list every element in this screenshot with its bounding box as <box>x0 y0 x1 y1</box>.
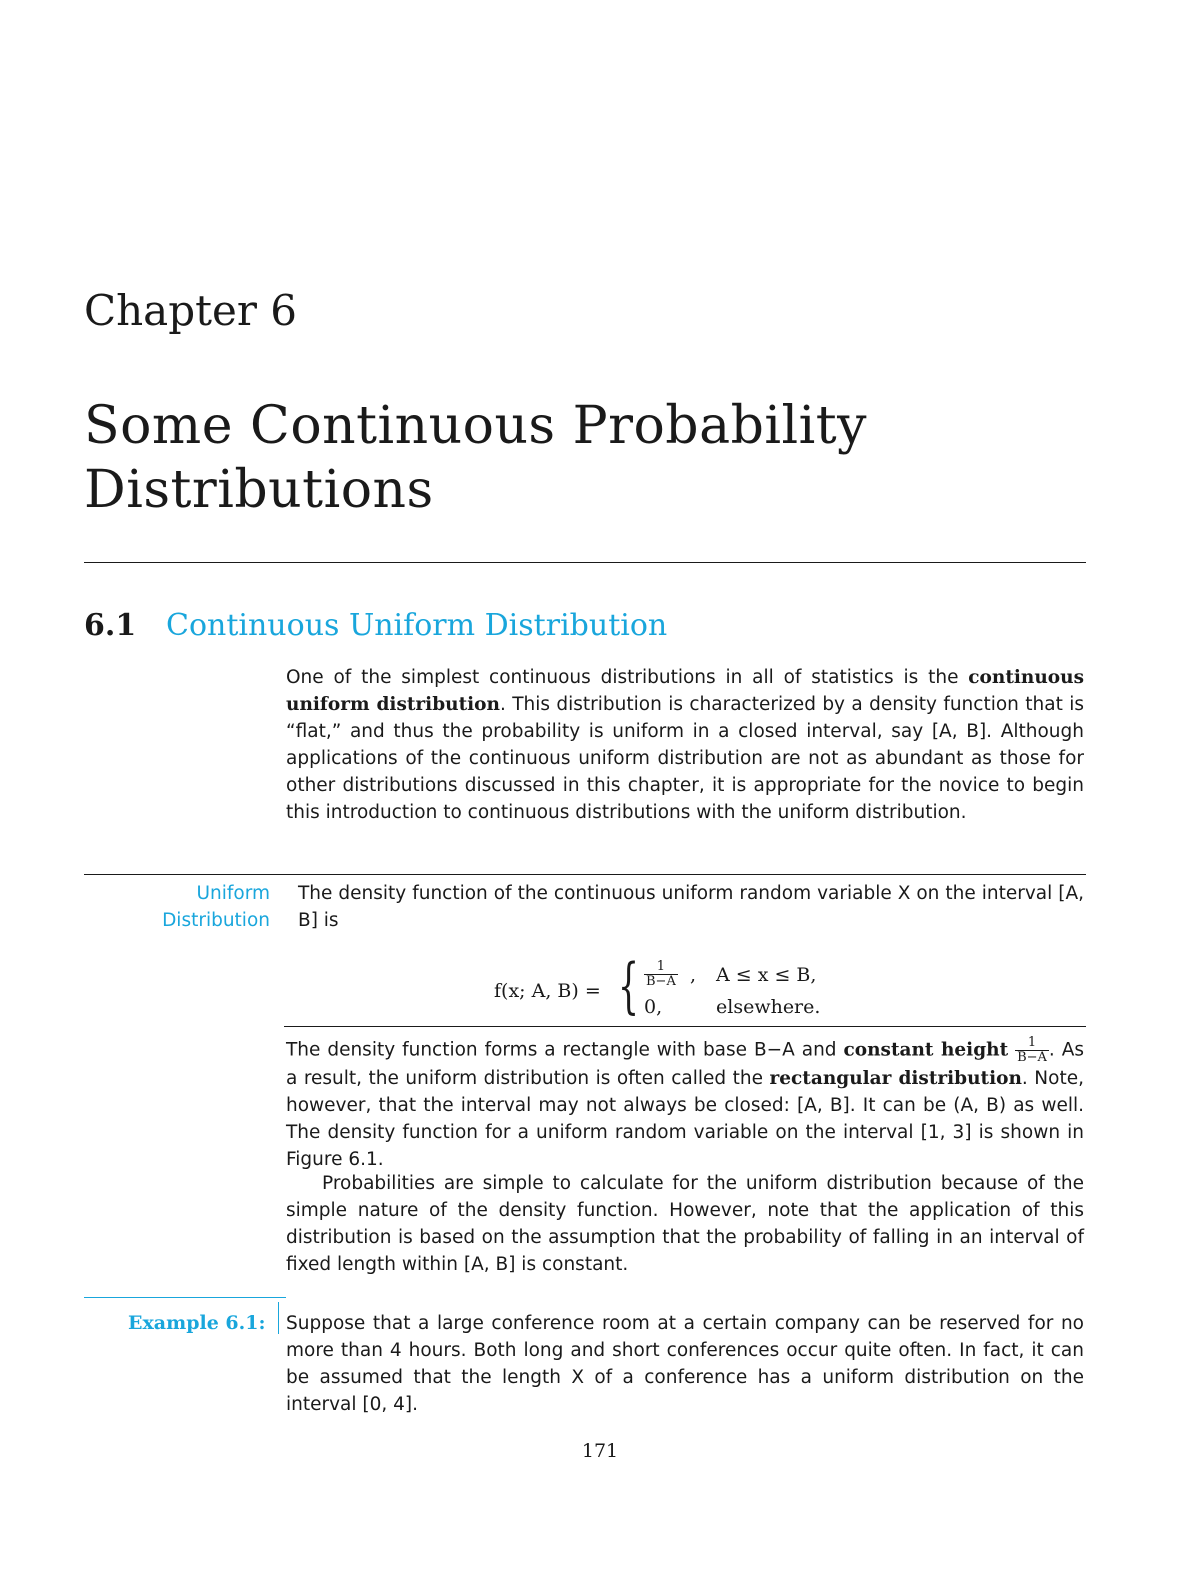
p1-text-b: . As a result, the uniform distribution is often called the <box>286 1039 1085 1089</box>
p1-text-c: . Note, however, that the interval may not always be closed: [A, B]. It can be (A, B) as well. The density function for a uniform random variable on the interval [1, 3] is shown in Figure 6.1. <box>286 1068 1084 1170</box>
section-heading <box>84 608 667 644</box>
intro-text-b: . This distribution is characterized by a density function that is “flat,” and thus the probability is uniform in a closed interval, say [A, B]. Although applications of the continuous uniform distribution are not as abundant as those for other distributions discussed in this chapter, it is appropriate for the novice to begin this introduction to continuous distributions with the uniform distribution. <box>286 694 1085 823</box>
case2-condition: elsewhere. <box>716 996 821 1018</box>
chapter-title <box>84 394 867 522</box>
case2-value: 0, <box>644 996 663 1018</box>
intro-bold-term: continuous uniform distribution <box>286 667 1084 715</box>
page-number: 171 <box>581 1440 619 1462</box>
case1-fraction <box>644 960 678 989</box>
p1-text-a: The density function forms a rectangle with base B−A and <box>286 1039 844 1061</box>
equation-brace: { <box>618 951 640 1021</box>
intro-text-a: One of the simplest continuous distributions in all of statistics is the <box>286 667 969 688</box>
body-paragraph-1 <box>286 1036 1084 1173</box>
side-label-line-2: Distribution <box>162 910 270 931</box>
p1-frac-numerator: 1 <box>1015 1036 1049 1051</box>
intro-paragraph <box>286 664 1084 826</box>
chapter-title-line-1: Some Continuous Probability <box>84 396 868 456</box>
case1-condition: A ≤ x ≤ B, <box>716 964 817 986</box>
example-text: Suppose that a large conference room at a certain company can be reserved for no more than 4 hours. Both long and short conferences occur quite often. In fact, it can be assumed that the length X of a conference has a uniform distribution on the interval [0, 4]. <box>286 1313 1084 1415</box>
example-bar <box>278 1302 279 1334</box>
example-label: Example 6.1: <box>128 1312 266 1334</box>
chapter-label: Chapter 6 <box>84 286 297 335</box>
example-rule <box>84 1297 286 1298</box>
equation-lhs: f(x; A, B) = <box>494 980 601 1002</box>
chapter-title-line-2: Distributions <box>84 460 434 520</box>
definition-top-rule <box>84 874 1086 875</box>
case1-denominator: B−A <box>646 974 676 989</box>
chapter-divider <box>84 562 1086 563</box>
p1-frac-denominator: B−A <box>1017 1050 1047 1065</box>
case1-numerator: 1 <box>644 960 678 975</box>
definition-side-label <box>162 880 270 934</box>
section-title: Continuous Uniform Distribution <box>166 608 668 643</box>
p1-bold-rectangular: rectangular distribution <box>769 1068 1022 1089</box>
side-label-line-1: Uniform <box>196 883 270 904</box>
body-paragraph-2: Probabilities are simple to calculate for the uniform distribution because of the simple nature of the density function. However, note that the application of this distribution is based on the assumption that the probability of falling in an interval of fixed length within [A, B] is constant. <box>286 1173 1084 1275</box>
section-number: 6.1 <box>84 608 137 643</box>
p1-height-fraction <box>1015 1036 1049 1065</box>
density-equation: f(x; A, B) = { $\frac{1}{B-A}$ , A ≤ x ≤ B, 0, elsewhere. <box>494 951 821 1021</box>
definition-text: The density function of the continuous uniform random variable X on the interval [A, B] is <box>298 883 1084 931</box>
definition-bottom-rule <box>284 1026 1086 1027</box>
p1-bold-constant-height: constant height <box>843 1039 1009 1061</box>
